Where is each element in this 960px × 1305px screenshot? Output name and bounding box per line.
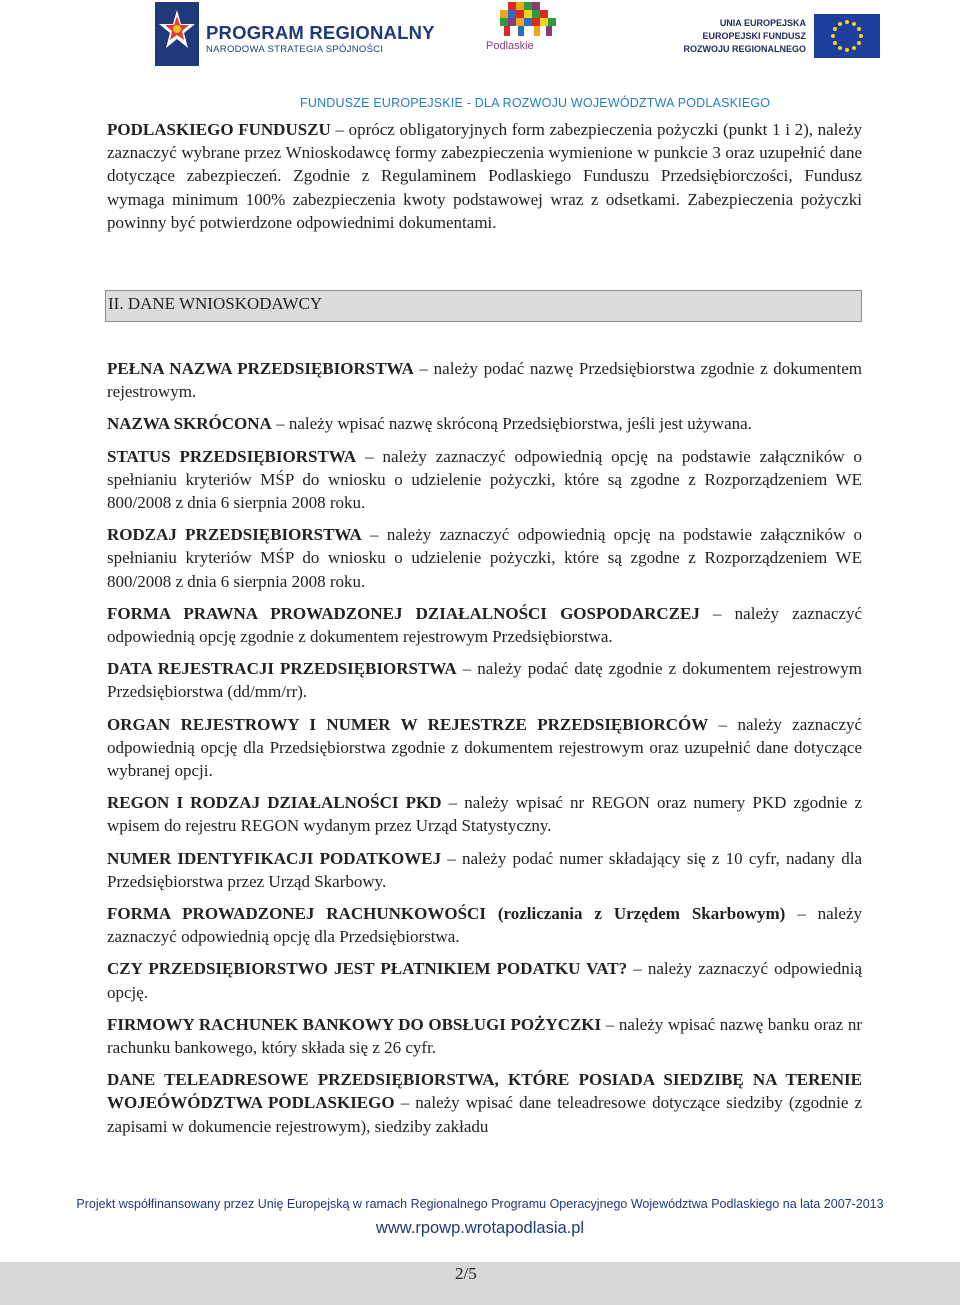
cofinance-note: Projekt współfinansowany przez Unię Europejską w ramach Regionalnego Programu Operacyjnego Województwa Podlaskiego na lata 2007-2013: [76, 1197, 884, 1211]
field-item: [107, 791, 862, 837]
field-text: – należy zaznaczyć odpowiednią opcję na podstawie załączników o spełnianiu kryteriów MŚP do wniosku o udzielenie pożyczki, które są zgodne z Rozporządzeniem WE 800/2008 z dnia 6 sierpnia 2008 roku.: [107, 446, 862, 513]
field-item: [107, 847, 862, 893]
field-heading: PEŁNA NAZWA PRZEDSIĘBIORSTWA: [107, 359, 414, 378]
field-heading: FORMA PROWADZONEJ RACHUNKOWOŚCI (rozliczania z Urzędem Skarbowym): [107, 904, 786, 924]
eu-line-1: UNIA EUROPEJSKA: [719, 18, 806, 28]
field-heading: CZY PRZEDSIĘBIORSTWO JEST PŁATNIKIEM PODATKU VAT?: [107, 959, 628, 979]
field-heading: FORMA PRAWNA PROWADZONEJ DZIAŁALNOŚCI GOSPODARCZEJ: [107, 603, 700, 623]
field-text: – należy podać nazwę Przedsiębiorstwa zgodnie z dokumentem rejestrowym.: [107, 359, 862, 402]
field-heading: STATUS PRZEDSIĘBIORSTWA: [107, 446, 357, 466]
footer-url-link[interactable]: www.rpowp.wrotapodlasia.pl: [375, 1219, 585, 1237]
field-item: [107, 1068, 862, 1138]
intro-text: – oprócz obligatoryjnych form zabezpieczenia pożyczki (punkt 1 i 2), należy zaznaczyć wybrane przez Wnioskodawcę formy zabezpieczenia wymienione w punkcie 3 oraz uzupełnić dane dotyczące zabezpieczeń. Zgodnie z Regulaminem Podlaskiego Funduszu Przedsiębiorczości, Fundusz wymaga minimum 100% zabezpieczenia kwoty podstawowej wraz z odsetkami. Zabezpieczenia pożyczki powinny być potwierdzone odpowiednimi dokumentami.: [107, 120, 862, 232]
field-heading: DATA REJESTRACJI PRZEDSIĘBIORSTWA: [107, 659, 457, 679]
field-text: – należy zaznaczyć odpowiednią opcję na podstawie załączników o spełnianiu kryteriów MŚP do wniosku o udzielenie pożyczki, które są zgodne z Rozporządzeniem WE 800/2008 z dnia 6 sierpnia 2008 roku.: [107, 525, 863, 591]
star-logo-icon: [155, 2, 199, 66]
program-subtitle: NARODOWA STRATEGIA SPÓJNOŚCI: [206, 44, 384, 55]
field-heading: ORGAN REJESTROWY I NUMER W REJESTRZE PRZEDSIĘBIORCÓW: [107, 714, 709, 734]
intro-section: [107, 118, 862, 234]
eu-logo: [683, 14, 880, 62]
field-item: [107, 957, 862, 1003]
field-text: – należy zaznaczyć odpowiednią opcję dla Przedsiębiorstwa.: [107, 904, 862, 947]
podlaskie-logo: [478, 0, 560, 60]
field-text: – należy wpisać dane teleadresowe dotyczące siedziby (zgodnie z zapisami w dokumencie rejestrowym), siedziby zakładu: [107, 1093, 863, 1136]
field-item: [107, 523, 862, 593]
page-number-bar: [0, 1262, 960, 1305]
page-number: 2/5: [455, 1264, 477, 1283]
field-item: [107, 445, 862, 515]
field-item: [107, 357, 862, 403]
podlaskie-label: Podlaskie: [486, 40, 534, 52]
field-item: [107, 602, 862, 648]
field-heading: REGON I RODZAJ DZIAŁALNOŚCI PKD: [107, 793, 442, 813]
field-item: [107, 1013, 862, 1059]
program-regionalny-logo: [150, 0, 435, 70]
field-text: – należy wpisać nr REGON oraz numery PKD zgodnie z wpisem do rejestru REGON wydanym przez Urząd Statystyczny.: [107, 793, 862, 836]
field-text: – należy wpisać nazwę skróconą Przedsiębiorstwa, jeśli jest używana.: [271, 414, 752, 434]
intro-paragraph: [107, 118, 862, 234]
eu-line-3: ROZWOJU REGIONALNEGO: [683, 44, 806, 54]
field-descriptions: [107, 357, 862, 1138]
field-heading: NUMER IDENTYFIKACJI PODATKOWEJ: [107, 848, 442, 868]
field-item: [107, 412, 862, 435]
field-heading: NAZWA SKRÓCONA: [107, 414, 272, 434]
field-text: – należy podać datę zgodnie z dokumentem rejestrowym Przedsiębiorstwa (dd/mm/rr).: [107, 659, 862, 702]
program-title: PROGRAM REGIONALNY: [206, 22, 435, 43]
field-text: – należy zaznaczyć odpowiednią opcję dla Przedsiębiorstwa zgodnie z dokumentem rejestrowym oraz uzupełnić dane dotyczące wybranej opcji.: [107, 714, 862, 781]
field-text: – należy zaznaczyć odpowiednią opcję.: [107, 959, 862, 1002]
field-heading: DANE TELEADRESOWE PRZEDSIĘBIORSTWA, KTÓRE POSIADA SIEDZIBĘ NA TERENIE WOJEÓWÓDZTWA PODLASKIEGO: [107, 1070, 862, 1113]
intro-heading: PODLASKIEGO FUNDUSZU: [107, 120, 331, 139]
field-text: – należy zaznaczyć odpowiednią opcję zgodnie z dokumentem rejestrowym Przedsiębiorstwa.: [107, 603, 862, 647]
section-title: II. DANE WNIOSKODAWCY: [108, 294, 323, 313]
fund-slogan: FUNDUSZE EUROPEJSKIE - DLA ROZWOJU WOJEWÓDZTWA PODLASKIEGO: [300, 96, 771, 110]
field-item: [107, 657, 862, 703]
field-item: [107, 713, 862, 783]
eu-line-2: EUROPEJSKI FUNDUSZ: [702, 31, 806, 41]
field-text: – należy wpisać nazwę banku oraz nr rachunku bankowego, który składa się z 26 cyfr.: [107, 1014, 863, 1058]
field-item: [107, 902, 862, 948]
bison-mosaic-icon: [478, 0, 560, 42]
field-heading: RODZAJ PRZEDSIĘBIORSTWA: [107, 525, 362, 545]
eu-flag-icon: [814, 14, 880, 58]
field-heading: FIRMOWY RACHUNEK BANKOWY DO OBSŁUGI POŻYCZKI: [107, 1014, 602, 1034]
field-text: – należy podać numer składający się z 10 cyfr, nadany dla Przedsiębiorstwa przez Urząd Skarbowy.: [107, 848, 862, 891]
section-header: [105, 290, 862, 322]
